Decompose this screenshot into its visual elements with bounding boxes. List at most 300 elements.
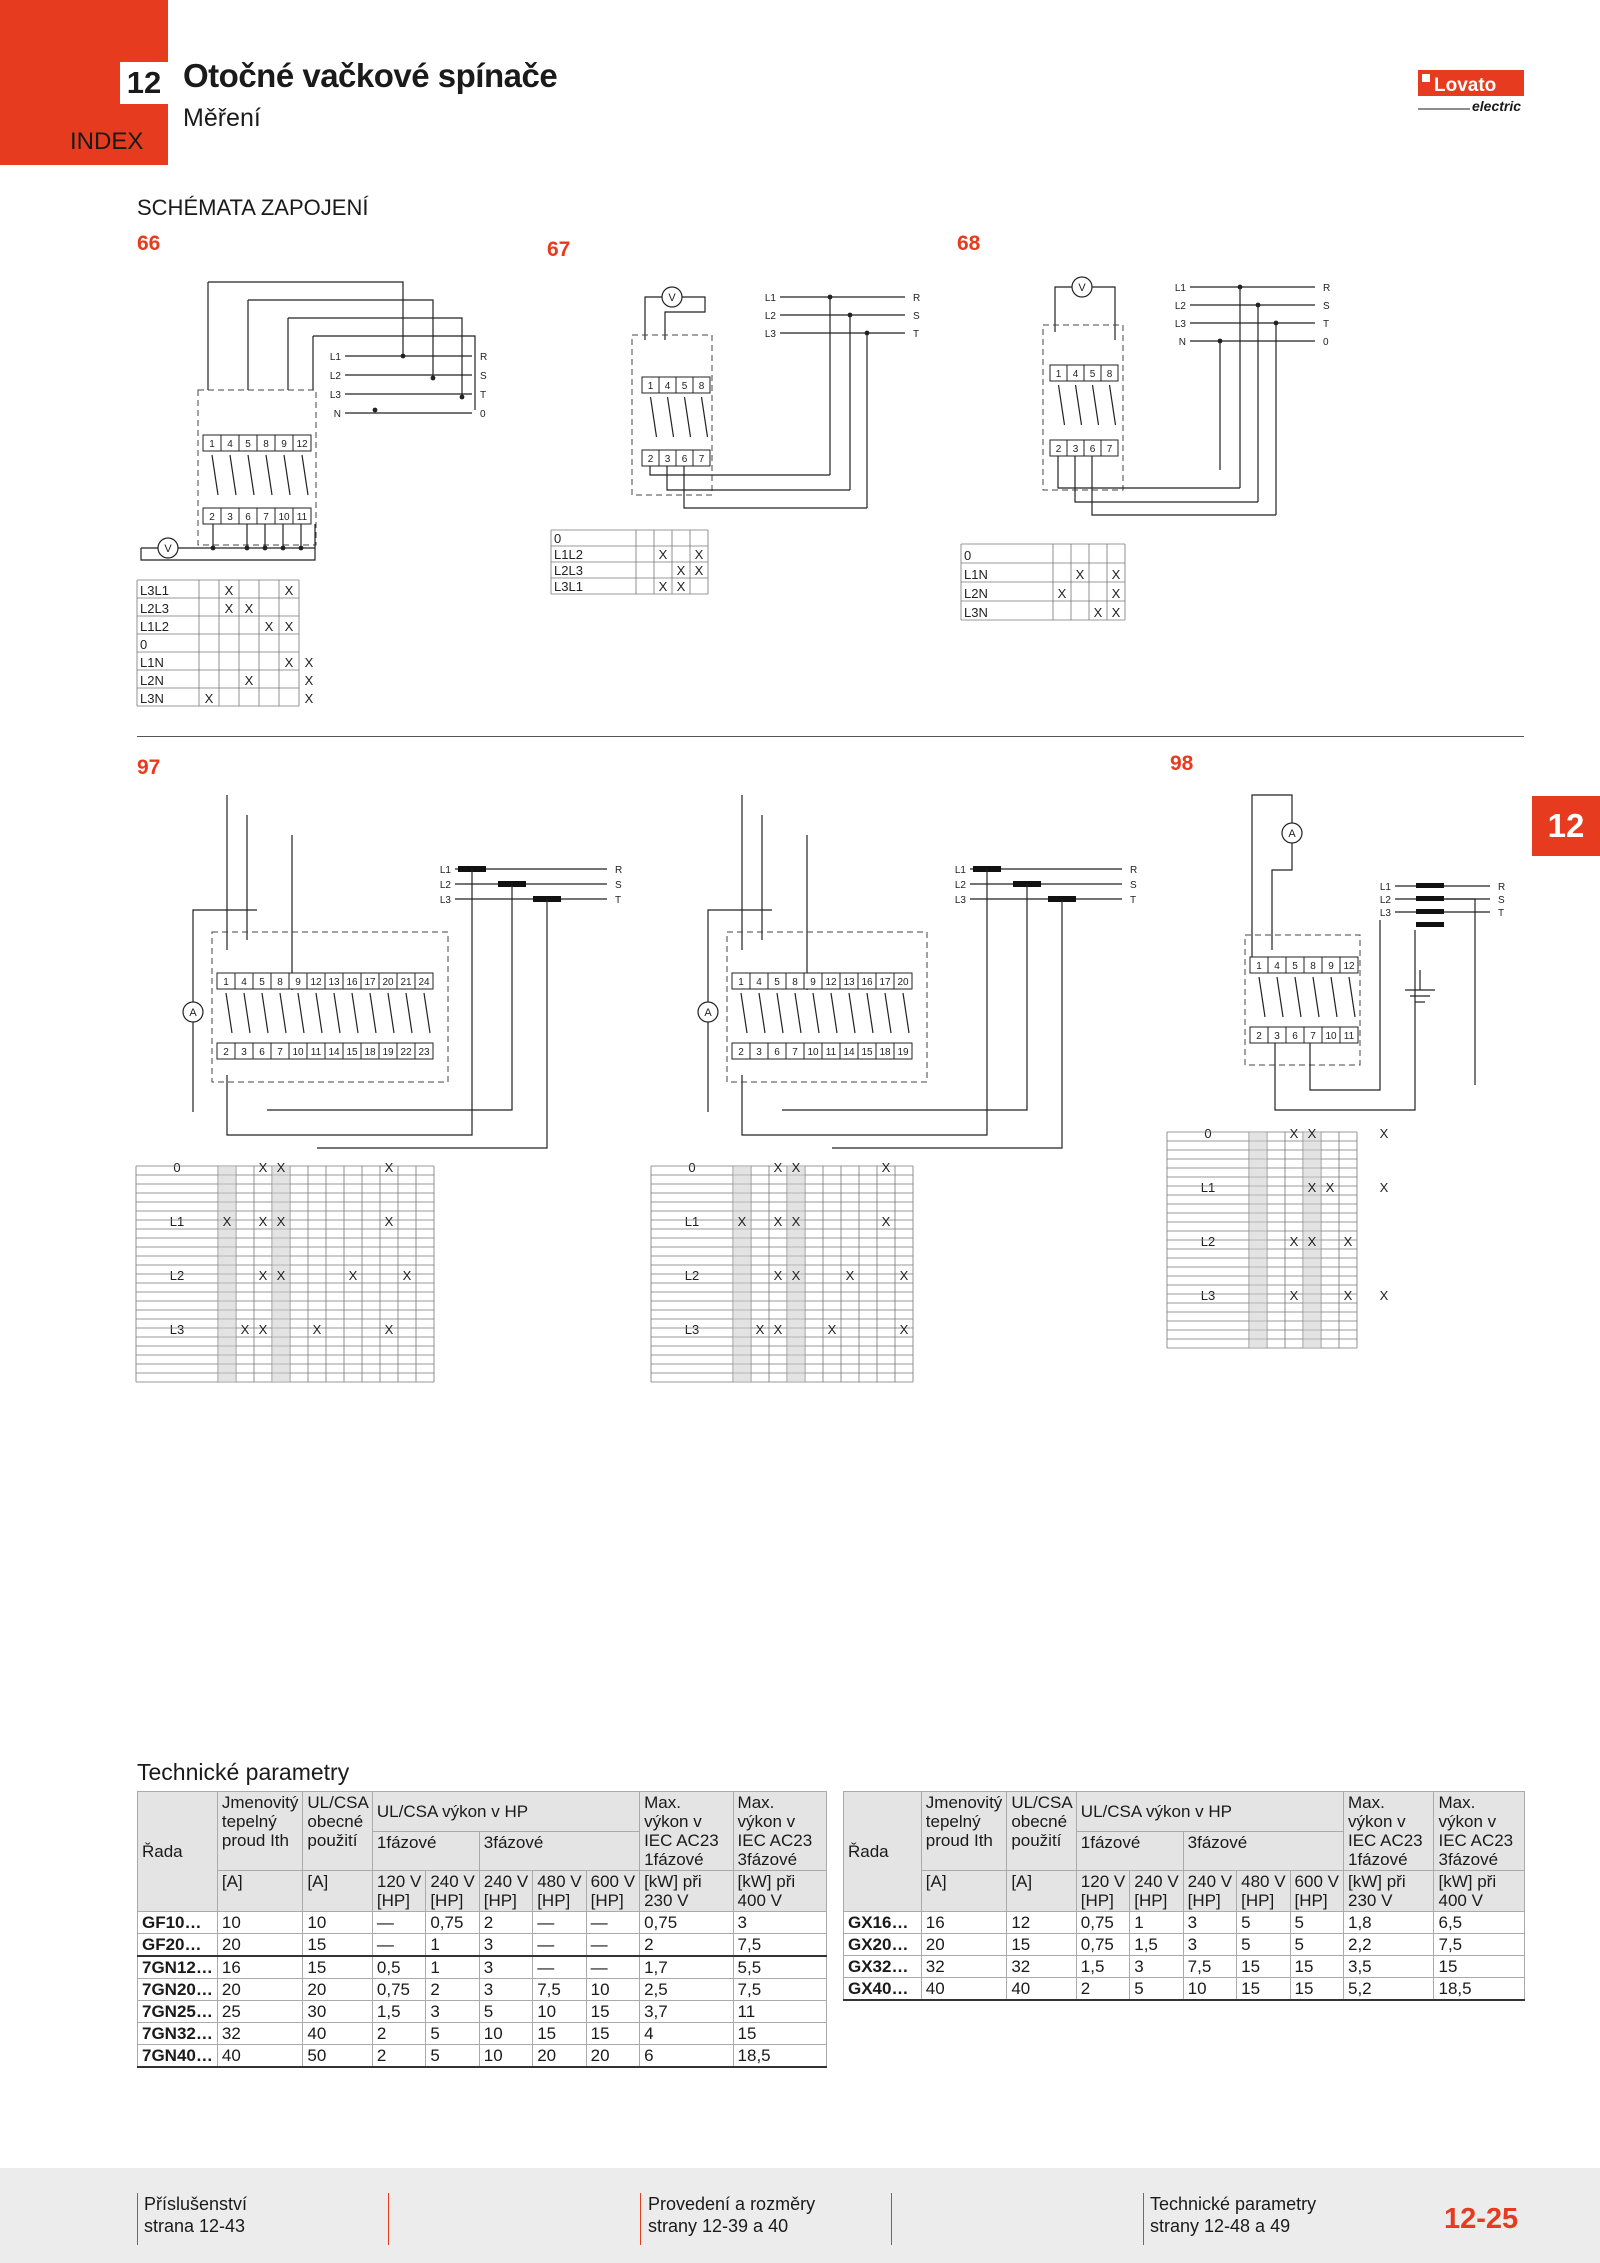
wire bbox=[1092, 287, 1115, 340]
position-mark: X bbox=[276, 1214, 286, 1229]
contact-switch bbox=[885, 993, 891, 1033]
contact-switch bbox=[388, 993, 394, 1033]
bus-label: L2 bbox=[329, 371, 341, 382]
position-mark: X bbox=[304, 691, 314, 706]
value-cell: 3 bbox=[1183, 1912, 1236, 1934]
th-unit-a: [A] bbox=[217, 1871, 303, 1912]
series-cell: GX32… bbox=[844, 1956, 922, 1978]
contact-switch bbox=[302, 455, 308, 495]
contact-switch bbox=[248, 455, 254, 495]
position-mark: X bbox=[1379, 1288, 1389, 1303]
meter-label: V bbox=[164, 543, 172, 555]
contact-switch bbox=[352, 993, 358, 1033]
position-mark: X bbox=[312, 1322, 322, 1337]
table-row bbox=[844, 1956, 1525, 1978]
value-cell: 15 bbox=[586, 2023, 639, 2045]
series-cell: 7GN25… bbox=[138, 2001, 218, 2023]
position-mark: X bbox=[791, 1214, 801, 1229]
value-cell: 5 bbox=[1237, 1912, 1290, 1934]
footer-divider bbox=[891, 2193, 892, 2245]
contact-bottom-label: 7 bbox=[277, 1047, 283, 1058]
wire bbox=[645, 297, 662, 340]
position-mark: X bbox=[1307, 1180, 1317, 1195]
value-cell: 5 bbox=[1237, 1934, 1290, 1956]
tech-heading: Technické parametry bbox=[137, 1759, 350, 1785]
position-mark: X bbox=[676, 579, 686, 594]
contact-bottom-label: 7 bbox=[263, 512, 269, 523]
contact-switch bbox=[424, 993, 430, 1033]
position-label: L2N bbox=[964, 586, 988, 601]
bus-label: L3 bbox=[1174, 319, 1186, 330]
position-mark: X bbox=[791, 1268, 801, 1283]
contact-bottom-label: 6 bbox=[245, 512, 251, 523]
footer-link-accessories[interactable]: Příslušenství strana 12-43 bbox=[144, 2194, 248, 2236]
current-transformer bbox=[1416, 909, 1444, 914]
value-cell: 5 bbox=[1290, 1934, 1343, 1956]
value-cell: 3 bbox=[479, 1956, 532, 1979]
value-cell: 5 bbox=[1130, 1978, 1183, 2001]
contact-top-label: 8 bbox=[792, 977, 798, 988]
contact-switch bbox=[1295, 977, 1301, 1017]
contact-top-label: 9 bbox=[810, 977, 816, 988]
contact-bottom-label: 7 bbox=[1106, 444, 1113, 455]
value-cell: 15 bbox=[533, 2023, 586, 2045]
contact-top-label: 12 bbox=[310, 977, 322, 988]
table-row bbox=[138, 1979, 827, 2001]
position-mark: X bbox=[284, 583, 294, 598]
position-mark: X bbox=[258, 1322, 268, 1337]
contact-switch bbox=[795, 993, 801, 1033]
bus-label: L1 bbox=[764, 293, 776, 304]
th-v240: 240 V [HP] bbox=[479, 1871, 532, 1912]
position-label: L2 bbox=[684, 1268, 700, 1283]
value-cell: 15 bbox=[303, 1934, 372, 1957]
position-mark: X bbox=[348, 1268, 358, 1283]
contact-switch bbox=[262, 993, 268, 1033]
contact-top-label: 4 bbox=[664, 381, 671, 392]
position-mark: X bbox=[276, 1160, 286, 1175]
position-mark: X bbox=[676, 563, 686, 578]
position-mark: X bbox=[244, 601, 254, 616]
value-cell: 40 bbox=[303, 2023, 372, 2045]
th-kw230: [kW] při 230 V bbox=[1343, 1871, 1434, 1912]
table-row bbox=[138, 1934, 827, 1957]
bus-label: L3 bbox=[954, 895, 966, 906]
series-cell: 7GN12… bbox=[138, 1956, 218, 1979]
phase-label: R bbox=[480, 352, 488, 363]
contact-top-label: 5 bbox=[774, 977, 780, 988]
diagram-98-number: 98 bbox=[1170, 752, 1194, 775]
contact-bottom-label: 23 bbox=[418, 1047, 430, 1058]
table-row bbox=[138, 2023, 827, 2045]
series-cell: 7GN40… bbox=[138, 2045, 218, 2068]
wire bbox=[248, 300, 433, 378]
th-v240: 240 V [HP] bbox=[1130, 1871, 1183, 1912]
phase-label: 0 bbox=[1323, 337, 1329, 348]
position-mark: X bbox=[1093, 605, 1103, 620]
th-unit-a: [A] bbox=[303, 1871, 372, 1912]
wire bbox=[1272, 843, 1292, 950]
junction-dot bbox=[263, 546, 268, 551]
wire bbox=[1058, 456, 1240, 488]
th-rated: Jmenovitý tepelný proud Ith bbox=[217, 1792, 303, 1871]
value-cell: 20 bbox=[586, 2045, 639, 2068]
current-transformer bbox=[1416, 896, 1444, 901]
position-mark: X bbox=[658, 579, 668, 594]
value-cell: 15 bbox=[1434, 1956, 1525, 1978]
position-mark: X bbox=[304, 673, 314, 688]
position-label: 0 bbox=[688, 1160, 696, 1175]
table-row bbox=[844, 1934, 1525, 1956]
position-label: 0 bbox=[140, 637, 148, 652]
th-v240: 240 V [HP] bbox=[1183, 1871, 1236, 1912]
value-cell: 15 bbox=[586, 2001, 639, 2023]
contact-bottom-label: 11 bbox=[310, 1047, 322, 1058]
series-cell: GF10… bbox=[138, 1912, 218, 1934]
position-mark: X bbox=[1379, 1180, 1389, 1195]
contact-bottom-label: 19 bbox=[897, 1047, 909, 1058]
meter-label: A bbox=[1288, 828, 1296, 840]
phase-label: T bbox=[1498, 908, 1505, 919]
contact-top-label: 5 bbox=[259, 977, 265, 988]
value-cell: 20 bbox=[217, 1934, 303, 1957]
contact-top-label: 8 bbox=[263, 439, 269, 450]
phase-label: T bbox=[480, 390, 487, 401]
contact-top-label: 17 bbox=[364, 977, 376, 988]
contact-top-label: 1 bbox=[209, 439, 215, 450]
position-label: L1L2 bbox=[140, 619, 169, 634]
switch-outline bbox=[1043, 325, 1123, 490]
contact-bottom-label: 11 bbox=[296, 512, 308, 523]
value-cell: — bbox=[372, 1912, 425, 1934]
position-label: L1L2 bbox=[554, 547, 583, 562]
value-cell: 3 bbox=[479, 1934, 532, 1957]
table-shade bbox=[1249, 1132, 1267, 1348]
value-cell: 10 bbox=[1183, 1978, 1236, 2001]
wire bbox=[267, 884, 512, 1110]
bus-label: N bbox=[333, 409, 341, 420]
th-v480: 480 V [HP] bbox=[1237, 1871, 1290, 1912]
table-row bbox=[138, 2045, 827, 2068]
bus-label: L3 bbox=[1379, 908, 1391, 919]
contact-bottom-label: 2 bbox=[738, 1047, 744, 1058]
value-cell: 6 bbox=[640, 2045, 733, 2068]
contact-switch bbox=[685, 397, 691, 437]
value-cell: 20 bbox=[303, 1979, 372, 2001]
diagram-66-number: 66 bbox=[137, 232, 161, 255]
contact-switch bbox=[1259, 977, 1265, 1017]
position-mark: X bbox=[773, 1322, 783, 1337]
phase-label: R bbox=[1323, 283, 1331, 294]
value-cell: 3 bbox=[733, 1912, 826, 1934]
position-mark: X bbox=[402, 1268, 412, 1283]
position-mark: X bbox=[773, 1268, 783, 1283]
phase-label: S bbox=[1323, 301, 1330, 312]
phase-label: T bbox=[615, 895, 622, 906]
position-label: L3 bbox=[684, 1322, 700, 1337]
contact-switch bbox=[1076, 385, 1082, 425]
contact-top-label: 5 bbox=[1089, 369, 1096, 380]
contact-top-label: 17 bbox=[879, 977, 891, 988]
contact-bottom-label: 6 bbox=[1089, 444, 1096, 455]
position-label: L3N bbox=[140, 691, 164, 706]
contact-top-label: 13 bbox=[328, 977, 340, 988]
contact-switch bbox=[741, 993, 747, 1033]
value-cell: 15 bbox=[1290, 1978, 1343, 2001]
value-cell: 15 bbox=[1007, 1934, 1076, 1956]
position-label: L2L3 bbox=[554, 563, 583, 578]
th-max1: Max. výkon v IEC AC23 1fázové bbox=[640, 1792, 733, 1871]
th-3phase: 3fázové bbox=[1183, 1831, 1343, 1871]
value-cell: 1,5 bbox=[1130, 1934, 1183, 1956]
position-label: L1N bbox=[964, 567, 988, 582]
phase-label: 0 bbox=[480, 409, 486, 420]
bus-label: L3 bbox=[439, 895, 451, 906]
table-shade bbox=[218, 1166, 236, 1382]
value-cell: 1,5 bbox=[372, 2001, 425, 2023]
contact-bottom-label: 2 bbox=[209, 512, 215, 523]
position-label: L3L1 bbox=[554, 579, 583, 594]
footer-link-technical[interactable]: Technické parametry strany 12-48 a 49 bbox=[1150, 2194, 1317, 2236]
contact-switch bbox=[1093, 385, 1099, 425]
contact-switch bbox=[316, 993, 322, 1033]
logo-text: Lovato bbox=[1434, 75, 1497, 96]
phase-label: S bbox=[615, 880, 622, 891]
value-cell: 12 bbox=[1007, 1912, 1076, 1934]
contact-bottom-label: 3 bbox=[241, 1047, 247, 1058]
th-3phase: 3fázové bbox=[479, 1831, 639, 1871]
value-cell: 5 bbox=[479, 2001, 532, 2023]
position-label: L1 bbox=[1200, 1180, 1216, 1195]
value-cell: 3,7 bbox=[640, 2001, 733, 2023]
contact-bottom-label: 14 bbox=[328, 1047, 340, 1058]
value-cell: 1,5 bbox=[1076, 1956, 1129, 1978]
table-row bbox=[138, 1956, 827, 1979]
series-cell: GX20… bbox=[844, 1934, 922, 1956]
contact-bottom-label: 2 bbox=[1256, 1031, 1262, 1042]
series-cell: GX16… bbox=[844, 1912, 922, 1934]
value-cell: 4 bbox=[640, 2023, 733, 2045]
value-cell: 30 bbox=[303, 2001, 372, 2023]
contact-top-label: 12 bbox=[825, 977, 837, 988]
contact-bottom-label: 3 bbox=[664, 454, 671, 465]
position-mark: X bbox=[304, 655, 314, 670]
bus-label: N bbox=[1178, 337, 1186, 348]
value-cell: 20 bbox=[921, 1934, 1007, 1956]
th-hp: UL/CSA výkon v HP bbox=[372, 1792, 639, 1832]
contact-bottom-label: 10 bbox=[292, 1047, 304, 1058]
section-number: 12 bbox=[120, 62, 168, 104]
position-label: L1N bbox=[140, 655, 164, 670]
value-cell: 7,5 bbox=[733, 1934, 826, 1957]
junction-dot bbox=[460, 395, 465, 400]
contact-switch bbox=[280, 993, 286, 1033]
meter-label: A bbox=[704, 1007, 712, 1019]
value-cell: 3,5 bbox=[1343, 1956, 1434, 1978]
contact-top-label: 4 bbox=[1274, 961, 1280, 972]
table-row bbox=[844, 1912, 1525, 1934]
th-unit-a: [A] bbox=[1007, 1871, 1076, 1912]
position-mark: X bbox=[791, 1160, 801, 1175]
value-cell: 1,7 bbox=[640, 1956, 733, 1979]
footer-link-dimensions[interactable]: Provedení a rozměry strany 12-39 a 40 bbox=[648, 2194, 816, 2236]
contact-bottom-label: 18 bbox=[364, 1047, 376, 1058]
contact-switch bbox=[1110, 385, 1116, 425]
meter-label: V bbox=[1078, 282, 1086, 294]
contact-bottom-label: 6 bbox=[774, 1047, 780, 1058]
contact-top-label: 1 bbox=[647, 381, 654, 392]
position-mark: X bbox=[384, 1214, 394, 1229]
position-mark: X bbox=[881, 1214, 891, 1229]
th-v120: 120 V [HP] bbox=[1076, 1871, 1129, 1912]
contact-bottom-label: 6 bbox=[259, 1047, 265, 1058]
value-cell: 18,5 bbox=[1434, 1978, 1525, 2001]
contact-bottom-label: 10 bbox=[807, 1047, 819, 1058]
th-hp: UL/CSA výkon v HP bbox=[1076, 1792, 1343, 1832]
position-mark: X bbox=[1057, 586, 1067, 601]
position-mark: X bbox=[658, 547, 668, 562]
position-label: 0 bbox=[554, 531, 562, 546]
wire bbox=[208, 282, 403, 356]
contact-bottom-label: 3 bbox=[1274, 1031, 1280, 1042]
contact-switch bbox=[702, 397, 708, 437]
wire bbox=[1075, 456, 1258, 502]
contact-top-label: 5 bbox=[245, 439, 251, 450]
contact-switch bbox=[284, 455, 290, 495]
position-mark: X bbox=[222, 1214, 232, 1229]
contact-top-label: 4 bbox=[1072, 369, 1079, 380]
contact-top-label: 1 bbox=[738, 977, 744, 988]
contact-top-label: 5 bbox=[1292, 961, 1298, 972]
contact-top-label: 9 bbox=[295, 977, 301, 988]
position-label: 0 bbox=[964, 548, 972, 563]
value-cell: — bbox=[372, 1934, 425, 1957]
contact-switch bbox=[651, 397, 657, 437]
position-mark: X bbox=[244, 673, 254, 688]
table-row bbox=[138, 1912, 827, 1934]
position-label: L3L1 bbox=[140, 583, 169, 598]
value-cell: 1 bbox=[426, 1934, 479, 1957]
position-mark: X bbox=[694, 563, 704, 578]
position-mark: X bbox=[204, 691, 214, 706]
position-mark: X bbox=[694, 547, 704, 562]
contact-switch bbox=[266, 455, 272, 495]
contact-switch bbox=[849, 993, 855, 1033]
bus-label: L1 bbox=[1174, 283, 1186, 294]
value-cell: 11 bbox=[733, 2001, 826, 2023]
contact-switch bbox=[226, 993, 232, 1033]
table-row bbox=[138, 2001, 827, 2023]
value-cell: 2 bbox=[426, 1979, 479, 2001]
position-mark: X bbox=[1379, 1126, 1389, 1141]
value-cell: — bbox=[533, 1934, 586, 1957]
value-cell: 6,5 bbox=[1434, 1912, 1525, 1934]
value-cell: 16 bbox=[217, 1956, 303, 1979]
wire bbox=[288, 318, 462, 397]
position-mark: X bbox=[276, 1268, 286, 1283]
contact-switch bbox=[1059, 385, 1065, 425]
contact-top-label: 12 bbox=[296, 439, 308, 450]
value-cell: 1 bbox=[1130, 1912, 1183, 1934]
value-cell: 3 bbox=[479, 1979, 532, 2001]
value-cell: 32 bbox=[217, 2023, 303, 2045]
value-cell: 7,5 bbox=[1434, 1934, 1525, 1956]
position-label: 0 bbox=[173, 1160, 181, 1175]
index-link[interactable]: INDEX bbox=[70, 128, 144, 155]
contact-top-label: 5 bbox=[681, 381, 688, 392]
value-cell: 10 bbox=[217, 1912, 303, 1934]
position-mark: X bbox=[755, 1322, 765, 1337]
contact-bottom-label: 3 bbox=[756, 1047, 762, 1058]
value-cell: 0,75 bbox=[1076, 1934, 1129, 1956]
footer-divider bbox=[640, 2193, 641, 2245]
position-label: L2 bbox=[1200, 1234, 1216, 1249]
value-cell: 2 bbox=[640, 1934, 733, 1957]
tech-table-right bbox=[843, 1791, 1525, 2001]
bus-label: L3 bbox=[329, 390, 341, 401]
contact-top-label: 8 bbox=[1106, 369, 1113, 380]
page-title: Otočné vačkové spínače bbox=[183, 57, 558, 94]
side-section-tab[interactable]: 12 bbox=[1532, 796, 1600, 856]
contact-bottom-label: 14 bbox=[843, 1047, 855, 1058]
value-cell: — bbox=[533, 1912, 586, 1934]
contact-switch bbox=[831, 993, 837, 1033]
value-cell: 0,5 bbox=[372, 1956, 425, 1979]
position-mark: X bbox=[258, 1214, 268, 1229]
value-cell: 40 bbox=[1007, 1978, 1076, 2001]
value-cell: 10 bbox=[479, 2045, 532, 2068]
value-cell: 5 bbox=[426, 2023, 479, 2045]
wire bbox=[1445, 899, 1475, 1085]
position-mark: X bbox=[737, 1214, 747, 1229]
contact-bottom-label: 3 bbox=[227, 512, 233, 523]
th-general: UL/CSA obecné použití bbox=[303, 1792, 372, 1871]
value-cell: 10 bbox=[533, 2001, 586, 2023]
position-mark: X bbox=[1307, 1234, 1317, 1249]
value-cell: 2 bbox=[479, 1912, 532, 1934]
diagram-97-number: 97 bbox=[137, 756, 161, 779]
contact-top-label: 12 bbox=[1343, 961, 1355, 972]
phase-label: S bbox=[1498, 895, 1505, 906]
position-mark: X bbox=[899, 1268, 909, 1283]
value-cell: 0,75 bbox=[372, 1979, 425, 2001]
value-cell: — bbox=[586, 1956, 639, 1979]
contact-top-label: 1 bbox=[1256, 961, 1262, 972]
contact-switch bbox=[668, 397, 674, 437]
bus-label: L2 bbox=[1174, 301, 1186, 312]
value-cell: 0,75 bbox=[1076, 1912, 1129, 1934]
phase-label: R bbox=[1130, 865, 1138, 876]
value-cell: 1,8 bbox=[1343, 1912, 1434, 1934]
junction-dot bbox=[401, 354, 406, 359]
value-cell: 32 bbox=[921, 1956, 1007, 1978]
contact-switch bbox=[1313, 977, 1319, 1017]
th-1phase: 1fázové bbox=[1076, 1831, 1183, 1871]
position-mark: X bbox=[1111, 605, 1121, 620]
meter-label: A bbox=[189, 1007, 197, 1019]
value-cell: 20 bbox=[533, 2045, 586, 2068]
page-subtitle: Měření bbox=[183, 104, 261, 132]
position-label: L2N bbox=[140, 673, 164, 688]
position-mark: X bbox=[773, 1214, 783, 1229]
contact-bottom-label: 3 bbox=[1072, 444, 1079, 455]
contact-top-label: 8 bbox=[277, 977, 283, 988]
meter-label: V bbox=[668, 292, 676, 304]
contact-top-label: 8 bbox=[1310, 961, 1316, 972]
position-mark: X bbox=[1343, 1288, 1353, 1303]
value-cell: 2,2 bbox=[1343, 1934, 1434, 1956]
value-cell: 3 bbox=[1183, 1934, 1236, 1956]
